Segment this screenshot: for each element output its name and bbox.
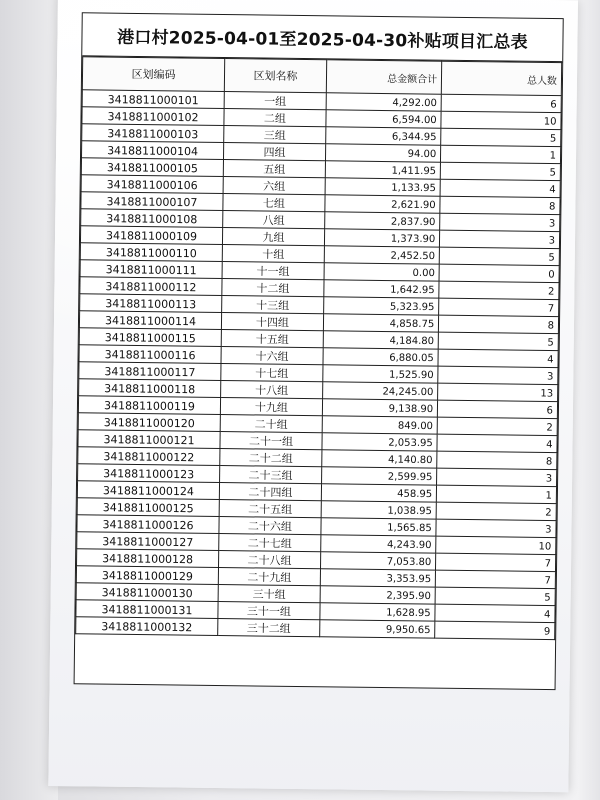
row-amount-cell: [324, 280, 439, 298]
row-amount: 1,565.85: [387, 522, 432, 534]
row-code: 3418811000115: [104, 330, 196, 345]
row-count: 5: [548, 252, 555, 264]
row-name-cell: [223, 211, 325, 229]
row-code-cell: [81, 158, 223, 177]
row-code-cell: [80, 243, 222, 262]
row-code-cell: [77, 532, 219, 551]
row-code-cell: [78, 396, 220, 415]
row-count-cell: [439, 315, 559, 333]
row-code: 3418811000114: [104, 313, 197, 328]
row-name-cell: [218, 619, 320, 637]
row-count-cell: [437, 434, 557, 452]
row-code-cell: [79, 345, 221, 364]
row-count: 7: [544, 557, 552, 570]
row-count-cell: [438, 383, 558, 401]
row-amount: 1,133.95: [391, 182, 436, 194]
row-amount-cell: [323, 348, 438, 366]
row-name-cell: [220, 432, 322, 450]
row-amount-cell: [321, 518, 436, 536]
row-code-cell: [79, 362, 221, 381]
row-code: 3418811000131: [101, 602, 193, 617]
row-count: 5: [544, 591, 551, 604]
row-code: 3418811000112: [105, 279, 197, 294]
row-code: 3418811000111: [105, 262, 197, 277]
row-amount: 4,140.80: [387, 454, 433, 466]
row-code: 3418811000124: [102, 483, 195, 498]
row-count-cell: [440, 230, 560, 248]
row-count: 4: [544, 608, 551, 621]
row-count-cell: [441, 145, 561, 163]
row-name-cell: [218, 568, 320, 586]
row-name-cell: [219, 483, 321, 501]
row-amount-cell: [320, 620, 435, 638]
row-amount: 9,138.90: [388, 403, 434, 415]
row-name-cell: [219, 534, 321, 552]
row-name: 二十一组: [248, 434, 294, 449]
row-count-cell: [441, 128, 561, 146]
row-count-cell: [437, 451, 557, 469]
row-code-cell: [76, 566, 218, 585]
row-code-cell: [78, 430, 220, 449]
row-amount-cell: [324, 229, 439, 247]
row-amount: 6,880.05: [389, 352, 434, 364]
row-name: 二十八组: [247, 553, 292, 568]
row-count: 6: [550, 99, 557, 111]
row-name: 二十四组: [248, 485, 293, 500]
row-code: 3418811000103: [107, 126, 199, 141]
row-amount: 2,599.95: [387, 471, 433, 483]
row-amount-cell: [322, 399, 437, 417]
row-code: 3418811000113: [105, 296, 197, 311]
row-name-cell: [221, 313, 323, 331]
row-code-cell: [82, 124, 224, 143]
row-name: 二十七组: [247, 536, 292, 551]
row-code-cell: [80, 294, 222, 313]
row-name-cell: [220, 398, 322, 416]
row-count-cell: [440, 179, 560, 197]
row-code: 3418811000130: [101, 585, 193, 600]
row-code-cell: [77, 481, 219, 500]
row-code: 3418811000128: [102, 551, 194, 566]
row-code-cell: [79, 311, 221, 330]
row-amount: 6,344.95: [391, 131, 437, 143]
row-amount: 4,243.90: [386, 539, 432, 551]
row-code-cell: [78, 464, 220, 483]
row-name: 二十二组: [248, 451, 293, 466]
row-name-cell: [222, 245, 324, 263]
row-amount-cell: [322, 433, 437, 451]
row-name-cell: [222, 262, 324, 280]
row-name: 十二组: [256, 281, 290, 296]
row-count: 1: [545, 489, 552, 502]
row-name: 十三组: [256, 298, 290, 313]
row-code: 3418811000105: [106, 160, 198, 175]
row-name: 七组: [262, 197, 286, 211]
row-name: 十四组: [255, 315, 290, 330]
row-code: 3418811000119: [103, 398, 196, 413]
row-amount-cell: [320, 569, 435, 587]
row-name: 六组: [263, 180, 286, 194]
row-code: 3418811000107: [106, 194, 198, 209]
row-count: 3: [548, 218, 556, 230]
row-code-cell: [77, 549, 219, 568]
row-code: 3418811000109: [105, 228, 198, 243]
row-amount: 2,837.90: [390, 216, 436, 228]
row-code: 3418811000101: [107, 92, 199, 107]
row-amount-cell: [324, 246, 439, 264]
row-amount: 849.00: [397, 420, 434, 432]
row-count: 3: [548, 235, 556, 247]
row-code-cell: [82, 107, 224, 126]
row-count-cell: [436, 502, 556, 520]
row-name: 三十二组: [246, 621, 291, 636]
row-count-cell: [435, 604, 555, 622]
row-code: 3418811000106: [106, 177, 198, 192]
row-count: 4: [547, 354, 554, 366]
row-count: 10: [543, 115, 557, 128]
document-title: 港口村2025-04-01至2025-04-30补贴项目汇总表: [82, 13, 562, 62]
row-count-cell: [437, 417, 557, 435]
row-name-cell: [224, 126, 326, 144]
row-amount-cell: [323, 382, 438, 400]
row-count: 2: [545, 506, 552, 519]
row-count-cell: [438, 332, 558, 350]
row-count: 13: [540, 387, 554, 400]
row-name-cell: [224, 92, 326, 110]
row-amount: 2,621.90: [391, 199, 436, 211]
row-count-cell: [441, 111, 561, 129]
subsidy-summary-table: [75, 56, 562, 640]
row-count-cell: [436, 553, 556, 571]
row-amount-cell: [325, 212, 440, 230]
row-name: 十九组: [254, 400, 289, 415]
row-code: 3418811000122: [103, 449, 195, 464]
row-name: 二十三组: [248, 468, 293, 483]
row-name-cell: [219, 500, 321, 518]
row-name-cell: [222, 279, 324, 297]
row-amount-cell: [325, 195, 440, 213]
row-amount: 0.00: [412, 267, 435, 279]
row-count: 4: [546, 438, 553, 451]
row-name: 一组: [264, 95, 287, 109]
row-count: 5: [549, 133, 557, 145]
row-amount-cell: [325, 144, 440, 162]
row-code-cell: [78, 447, 220, 466]
row-code: 3418811000116: [104, 347, 196, 362]
row-amount-cell: [326, 127, 441, 145]
row-amount: 5,323.95: [389, 301, 435, 313]
row-code-cell: [76, 600, 218, 619]
row-code-cell: [81, 209, 223, 228]
row-count-cell: [435, 621, 555, 639]
row-count-cell: [436, 570, 556, 588]
row-amount-cell: [323, 314, 438, 332]
row-name-cell: [218, 585, 320, 603]
row-count: 5: [547, 337, 554, 349]
row-code: 3418811000129: [101, 568, 193, 583]
row-amount: 1,038.95: [387, 505, 432, 517]
row-name: 二十五组: [248, 502, 293, 517]
row-code: 3418811000110: [105, 245, 197, 260]
row-count-cell: [435, 587, 555, 605]
row-name-cell: [220, 415, 322, 433]
row-name-cell: [221, 381, 323, 399]
row-name-cell: [223, 160, 325, 178]
row-count-cell: [440, 196, 560, 214]
row-code-cell: [80, 226, 222, 245]
row-code: 3418811000127: [102, 534, 194, 549]
row-amount: 458.95: [397, 488, 433, 500]
row-name: 二十九组: [247, 570, 292, 585]
row-amount: 7,053.80: [386, 556, 432, 568]
row-name-cell: [221, 364, 323, 382]
row-count: 4: [549, 184, 556, 196]
row-amount: 94.00: [407, 148, 437, 160]
row-count: 2: [547, 286, 555, 298]
row-code-cell: [76, 617, 218, 636]
row-amount: 1,628.95: [386, 607, 431, 619]
row-count: 7: [544, 574, 551, 587]
row-name-cell: [220, 449, 322, 467]
row-code-cell: [77, 498, 219, 517]
row-code: 3418811000117: [104, 364, 196, 379]
row-code: 3418811000121: [103, 432, 195, 447]
row-amount: 4,184.80: [389, 335, 435, 347]
row-code-cell: [78, 413, 220, 432]
row-count-cell: [436, 519, 556, 537]
row-name: 十八组: [255, 383, 289, 398]
row-count: 10: [538, 540, 552, 553]
row-name: 十一组: [256, 264, 290, 279]
row-amount-cell: [323, 365, 438, 383]
row-code: 3418811000104: [107, 143, 199, 158]
row-code: 3418811000126: [102, 517, 194, 532]
row-count: 8: [545, 455, 553, 468]
row-amount: 9,950.65: [385, 624, 431, 636]
row-name-cell: [224, 143, 326, 161]
row-code: 3418811000108: [106, 211, 198, 226]
row-code: 3418811000102: [107, 109, 199, 124]
row-name-cell: [220, 466, 322, 484]
header-name: 区划名称: [224, 59, 326, 93]
row-name: 十五组: [255, 332, 289, 347]
row-amount-cell: [321, 501, 436, 519]
row-code-cell: [79, 328, 221, 347]
table-body: [76, 90, 562, 640]
row-amount: 24,245.00: [382, 385, 434, 398]
row-name: 九组: [262, 231, 285, 245]
row-name-cell: [224, 109, 326, 127]
row-amount-cell: [326, 110, 441, 128]
row-name: 五组: [263, 163, 286, 177]
row-name: 三十一组: [246, 604, 292, 619]
row-name: 十组: [262, 248, 285, 262]
row-amount: 6,594.00: [392, 114, 437, 126]
row-amount-cell: [325, 178, 440, 196]
row-amount-cell: [321, 484, 436, 502]
row-name: 十七组: [255, 366, 289, 381]
row-name-cell: [222, 296, 324, 314]
row-name-cell: [219, 551, 321, 569]
row-name: 三十组: [252, 587, 286, 602]
row-count-cell: [437, 468, 557, 486]
row-code-cell: [79, 379, 221, 398]
row-code: 3418811000120: [103, 415, 195, 430]
row-amount-cell: [322, 450, 437, 468]
row-name: 三组: [263, 129, 286, 143]
row-count-cell: [439, 247, 559, 265]
row-name: 十六组: [255, 349, 289, 364]
row-code-cell: [82, 90, 224, 109]
row-amount-cell: [323, 331, 438, 349]
row-count: 3: [546, 371, 554, 383]
row-count-cell: [436, 536, 556, 554]
row-count: 8: [547, 320, 555, 332]
row-code-cell: [80, 260, 222, 279]
row-name-cell: [222, 228, 324, 246]
row-count-cell: [439, 264, 559, 282]
row-count: 2: [546, 421, 553, 434]
row-count: 1: [549, 150, 557, 162]
paper-surface: [48, 0, 578, 792]
row-amount-cell: [326, 93, 441, 111]
row-count: 9: [543, 625, 551, 638]
row-count: 7: [547, 303, 555, 315]
row-amount: 3,353.95: [386, 573, 432, 585]
row-amount: 1,525.90: [388, 369, 434, 381]
header-count: 总人数: [442, 61, 562, 95]
row-code-cell: [81, 175, 223, 194]
row-count: 6: [546, 405, 554, 417]
row-amount: 2,053.95: [388, 437, 433, 449]
row-amount: 2,395.90: [386, 590, 431, 602]
row-code: 3418811000132: [101, 619, 193, 634]
row-amount-cell: [320, 552, 435, 570]
row-name: 二十组: [254, 417, 288, 432]
row-count-cell: [438, 366, 558, 384]
row-code-cell: [77, 515, 219, 534]
summary-table-frame: [74, 12, 564, 690]
row-name-cell: [223, 194, 325, 212]
row-amount: 4,292.00: [392, 97, 437, 109]
row-amount-cell: [324, 297, 439, 315]
row-amount-cell: [321, 467, 436, 485]
row-count: 0: [548, 269, 555, 281]
row-amount-cell: [322, 416, 437, 434]
row-count-cell: [440, 162, 560, 180]
row-count-cell: [438, 349, 558, 367]
right-shadow: [578, 0, 600, 800]
paper-sheet: [48, 0, 578, 792]
row-name: 二组: [263, 112, 287, 126]
row-name-cell: [219, 517, 321, 535]
row-amount-cell: [321, 535, 436, 553]
row-code-cell: [81, 192, 223, 211]
row-name-cell: [221, 330, 323, 348]
row-count-cell: [440, 213, 560, 231]
row-amount-cell: [320, 603, 435, 621]
row-code-cell: [76, 583, 218, 602]
row-name-cell: [223, 177, 325, 195]
row-amount: 1,411.95: [391, 165, 437, 177]
row-count-cell: [441, 94, 561, 112]
row-count: 3: [545, 472, 553, 485]
row-name-cell: [221, 347, 323, 365]
row-count-cell: [437, 485, 557, 503]
row-code: 3418811000125: [102, 500, 194, 515]
row-count-cell: [438, 400, 558, 418]
row-code: 3418811000123: [103, 466, 195, 481]
row-code-cell: [80, 277, 222, 296]
row-amount: 1,642.95: [390, 284, 435, 296]
row-amount-cell: [324, 263, 439, 281]
row-name-cell: [218, 602, 320, 620]
row-code: 3418811000118: [104, 381, 196, 396]
row-count-cell: [439, 298, 559, 316]
row-amount-cell: [320, 586, 435, 604]
row-name: 四组: [263, 146, 286, 160]
header-amount: 总金额合计: [326, 60, 442, 94]
row-amount: 4,858.75: [389, 318, 435, 330]
header-code: 区划编码: [82, 57, 224, 92]
row-amount: 2,452.50: [390, 250, 436, 262]
row-name: 二十六组: [247, 519, 293, 534]
row-count: 5: [549, 167, 556, 179]
row-count: 3: [545, 523, 552, 536]
row-count: 8: [548, 201, 556, 213]
row-code-cell: [82, 141, 224, 160]
row-amount-cell: [325, 161, 440, 179]
row-count-cell: [439, 281, 559, 299]
row-amount: 1,373.90: [390, 233, 436, 245]
row-name: 八组: [262, 214, 285, 228]
